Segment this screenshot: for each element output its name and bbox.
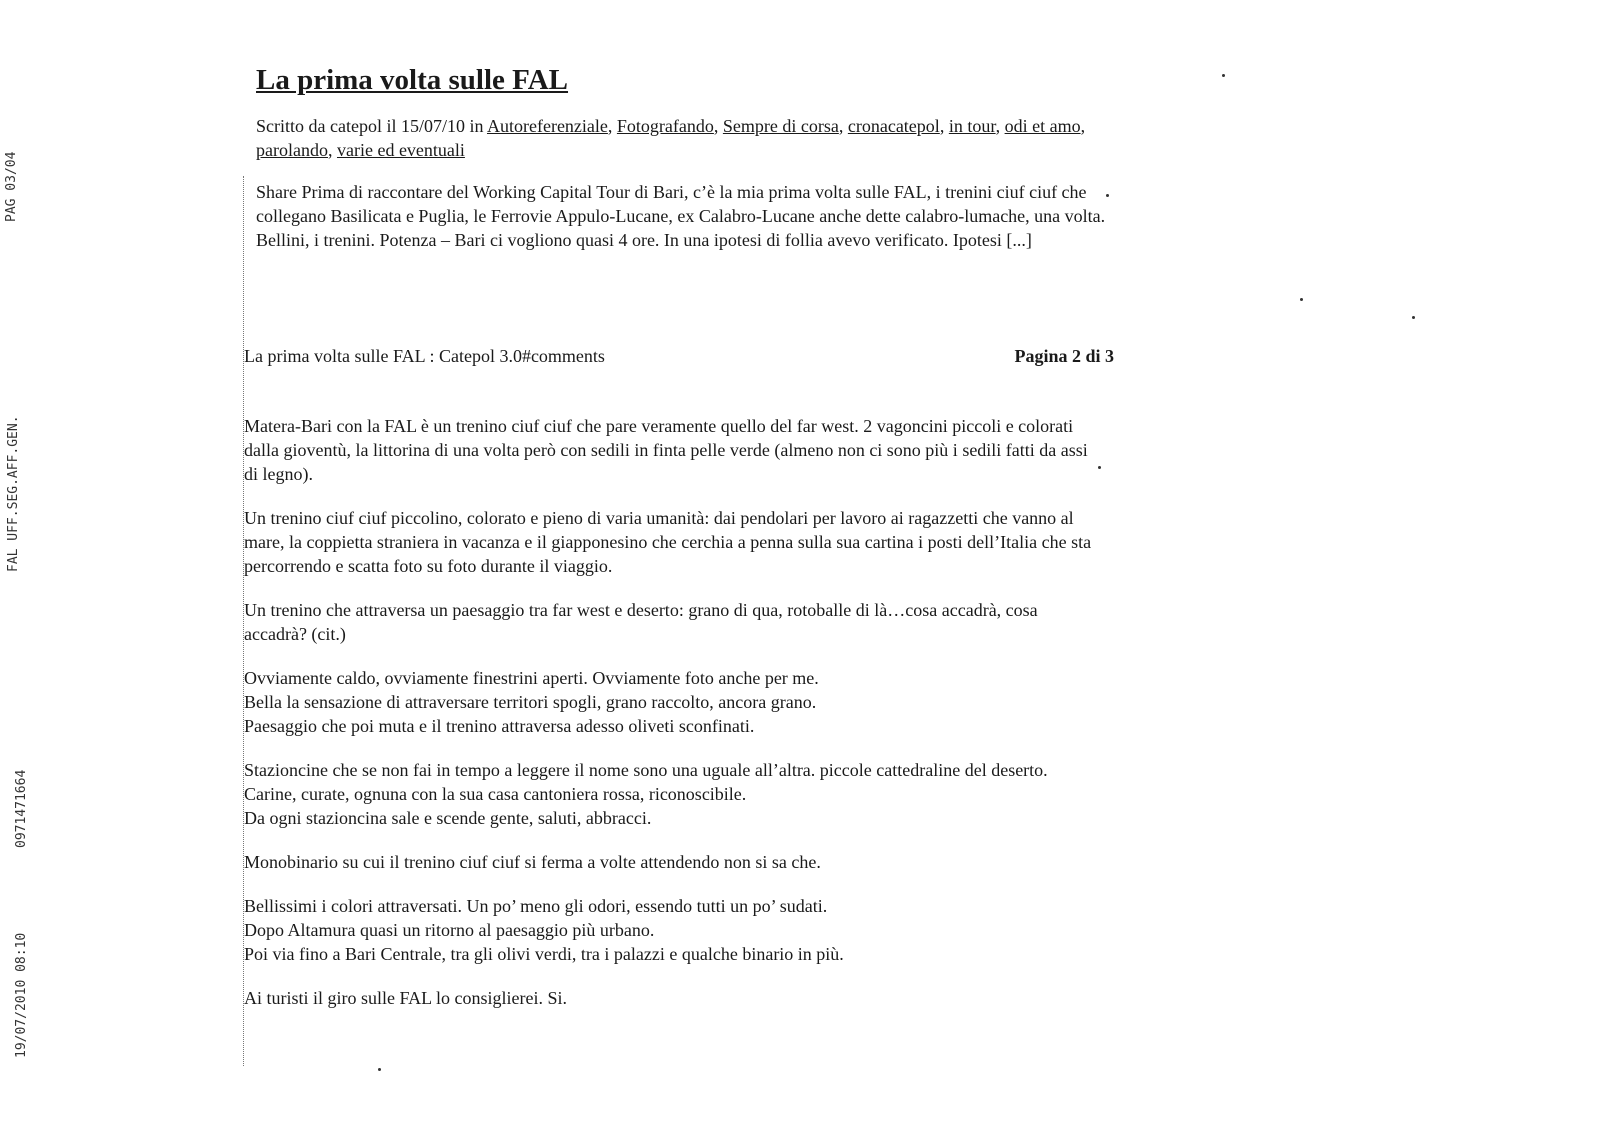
paragraph-line: Poi via fino a Bari Centrale, tra gli olivi verdi, tra i palazzi e qualche binario in più.: [244, 944, 844, 964]
paragraph-line: Stazioncine che se non fai in tempo a leggere il nome sono una uguale all’altra. piccole cattedraline del deserto.: [244, 760, 1048, 780]
body-paragraph: [244, 986, 1104, 1010]
category-link[interactable]: Sempre di corsa: [722, 116, 839, 136]
fax-phone: 0971471664: [14, 769, 29, 848]
paragraph-line: Bella la sensazione di attraversare territori spogli, grano raccolto, ancora grano.: [244, 692, 817, 712]
page-bar-title: La prima volta sulle FAL : Catepol 3.0#comments: [244, 346, 605, 366]
paragraph-line: Monobinario su cui il trenino ciuf ciuf si ferma a volte attendendo non si sa che.: [244, 852, 821, 872]
scan-speck: [1300, 298, 1303, 301]
category-link[interactable]: in tour: [948, 116, 996, 136]
body-paragraph: [244, 894, 1104, 966]
category-link[interactable]: cronacatepol: [847, 116, 940, 136]
paragraph-line: Paesaggio che poi muta e il trenino attraversa adesso oliveti sconfinati.: [244, 716, 755, 736]
category-link[interactable]: Autoreferenziale: [486, 116, 608, 136]
paragraph-line: Un trenino ciuf ciuf piccolino, colorato e pieno di varia umanità: dai pendolari per lavoro ai ragazzetti che vanno al mare, la coppietta straniera in vacanza e il giapponesino che cerchia a penna sulla sua cartina i posti dell’Italia che sta percorrendo e scatta foto su foto durante il viaggio.: [244, 508, 1092, 576]
paragraph-line: Ovviamente caldo, ovviamente finestrini aperti. Ovviamente foto anche per me.: [244, 668, 819, 688]
scan-speck: [1412, 316, 1415, 319]
scan-speck: [1106, 194, 1109, 197]
body-paragraph: [244, 666, 1104, 738]
post-excerpt: Share Prima di raccontare del Working Capital Tour di Bari, c’è la mia prima volta sulle FAL, i trenini ciuf ciuf che collegano Basilicata e Puglia, le Ferrovie Appulo-Lucane, ex Calabro-Lucane anche dette calabro-lumache, una volta. Bellini, i trenini. Potenza – Bari ci vogliono quasi 4 ore. In una ipotesi di follia avevo verificato. Ipotesi [...]: [256, 182, 1106, 250]
scan-speck: [1222, 74, 1225, 77]
fax-timestamp: 19/07/2010 08:10: [14, 932, 29, 1058]
body-paragraph: [244, 850, 1104, 874]
body-paragraph: [244, 758, 1104, 830]
scan-speck: [1098, 466, 1101, 469]
post-meta-prefix: Scritto da catepol il 15/07/10 in: [256, 116, 484, 136]
category-link[interactable]: Fotografando: [616, 116, 714, 136]
scan-speck: [378, 1068, 381, 1071]
fax-page-marker: PAG 03/04: [4, 151, 19, 222]
page-number: Pagina 2 di 3: [1014, 346, 1114, 366]
paragraph-line: Matera-Bari con la FAL è un trenino ciuf ciuf che pare veramente quello del far west. 2 vagoncini piccoli e colorati dalla gioventù, la littorina di una volta però con sedili in finta pelle verde (almeno non ci sono più i sedili fatti da assi di legno).: [244, 416, 1088, 484]
body-paragraph: [244, 506, 1104, 578]
article: [240, 62, 1120, 252]
paragraph-line: Un trenino che attraversa un paesaggio tra far west e deserto: grano di qua, rotoballe di là…cosa accadrà, cosa accadrà? (cit.): [244, 600, 1038, 644]
body-paragraph: [244, 414, 1104, 486]
fax-department: FAL UFF.SEG.AFF.GEN.: [6, 415, 21, 572]
page-bar: [244, 346, 1114, 367]
body-paragraph: [244, 598, 1104, 646]
paragraph-line: Bellissimi i colori attraversati. Un po’ meno gli odori, essendo tutti un po’ sudati.: [244, 896, 828, 916]
post-title[interactable]: La prima volta sulle FAL: [256, 64, 569, 96]
post-meta: [256, 114, 1096, 162]
category-link[interactable]: odi et amo: [1004, 116, 1081, 136]
paragraph-line: Ai turisti il giro sulle FAL lo consiglierei. Si.: [244, 988, 567, 1008]
paragraph-line: Dopo Altamura quasi un ritorno al paesaggio più urbano.: [244, 920, 655, 940]
paragraph-line: Carine, curate, ognuna con la sua casa cantoniera rossa, riconoscibile.: [244, 784, 747, 804]
category-list: Autoreferenziale, Fotografando, Sempre di corsa, cronacatepol, in tour, odi et amo, parolando, varie ed eventuali: [256, 116, 1086, 160]
body-text: [244, 414, 1104, 1030]
fax-header: [0, 0, 34, 1132]
paragraph-line: Da ogni stazioncina sale e scende gente, saluti, abbracci.: [244, 808, 652, 828]
category-link[interactable]: varie ed eventuali: [336, 140, 465, 160]
category-link[interactable]: parolando: [256, 140, 328, 160]
